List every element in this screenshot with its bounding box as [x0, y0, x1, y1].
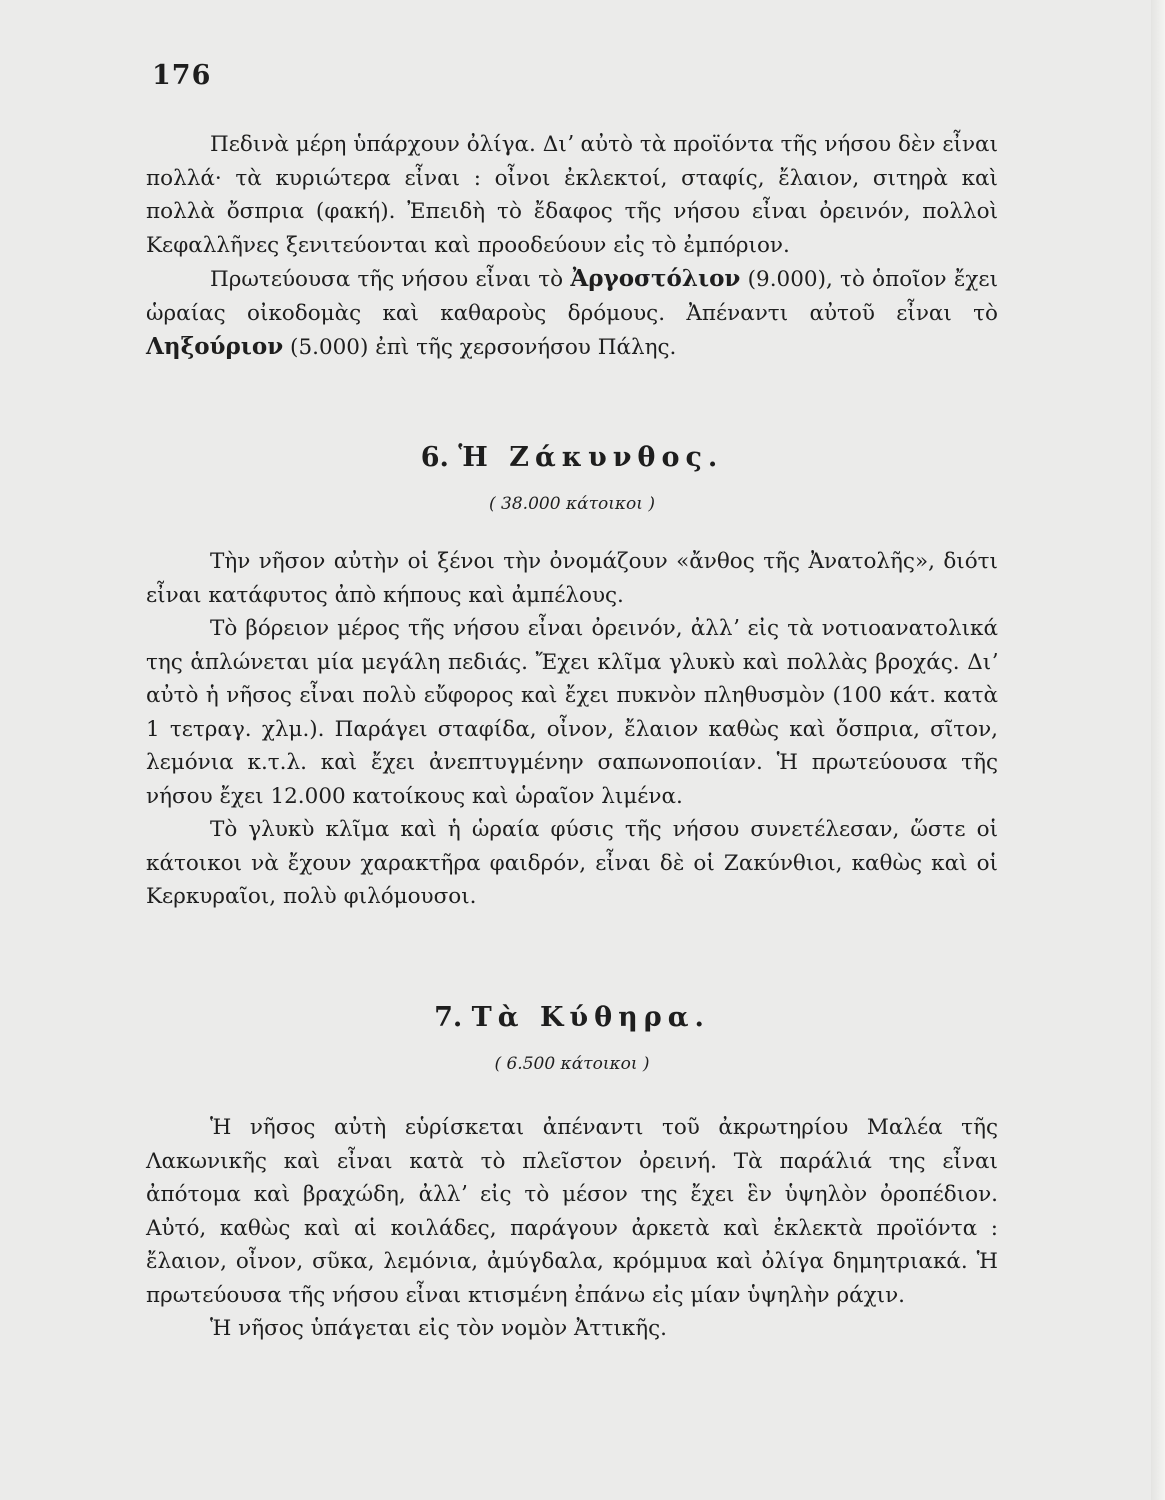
- place-name: Ληξούριον: [146, 333, 284, 360]
- paragraph: Τὸ βόρειον μέρος τῆς νήσου εἶναι ὀρεινόν, ἀλλʼ εἰς τὰ νοτιοανατολικά της ἁπλώνεται μία μεγάλη πεδιάς. Ἔχει κλῖμα γλυκὺ καὶ πολλὰς βροχάς. Διʼ αὐτὸ ἡ νῆσος εἶναι πολὺ εὔφορος καὶ ἔχει πυκνὸν πληθυσμὸν (100 κάτ. κατὰ 1 τετραγ. χλμ.). Παράγει σταφίδα, οἶνον, ἔλαιον καθὼς καὶ ὄσπρια, σῖτον, λεμόνια κ.τ.λ. καὶ ἔχει ἀνεπτυγμένην σαπωνοποιίαν. Ἡ πρωτεύουσα τῆς νήσου ἔχει 12.000 κατοίκους καὶ ὡραῖον λιμένα.: [146, 616, 998, 809]
- kythera-section-text: [146, 1111, 998, 1346]
- paragraph: Τὸ γλυκὺ κλῖμα καὶ ἡ ὡραία φύσις τῆς νήσου συνετέλεσαν, ὥστε οἱ κάτοικοι νὰ ἔχουν χαρακτῆρα φαιδρόν, εἶναι δὲ οἱ Ζακύνθιοι, καθὼς καὶ οἱ Κερκυραῖοι, πολὺ φιλόμουσοι.: [146, 817, 998, 909]
- page-edge: [1151, 0, 1165, 1500]
- population-note: ( 38.000 κάτοικοι ): [489, 494, 655, 514]
- paragraph-capital: [146, 262, 998, 365]
- section-number: 7.: [434, 1002, 463, 1033]
- text-run: (5.000) ἐπὶ τῆς χερσονήσου Πάλης.: [283, 335, 677, 360]
- paragraph: Πεδινὰ μέρη ὑπάρχουν ὀλίγα. Διʼ αὐτὸ τὰ προϊόντα τῆς νήσου δὲν εἶναι πολλά· τὰ κυριώτερα εἶναι : οἶνοι ἐκλεκτοί, σταφίς, ἔλαιον, σιτηρὰ καὶ πολλὰ ὄσπρια (φακή). Ἐπειδὴ τὸ ἔδαφος τῆς νήσου εἶναι ὀρεινόν, πολλοὶ Κεφαλλῆνες ξενιτεύονται καὶ προοδεύουν εἰς τὸ ἐμπόριον.: [146, 132, 998, 258]
- paragraph: Ἡ νῆσος ὑπάγεται εἰς τὸν νομὸν Ἀττικῆς.: [210, 1316, 667, 1341]
- zakynthos-section-text: [146, 545, 998, 914]
- paragraph: Ἡ νῆσος αὐτὴ εὑρίσκεται ἀπέναντι τοῦ ἀκρωτηρίου Μαλέα τῆς Λακωνικῆς καὶ εἶναι κατὰ τὸ πλεῖστον ὀρεινή. Τὰ παράλιά της εἶναι ἀπότομα καὶ βραχώδη, ἀλλʼ εἰς τὸ μέσον της ἔχει ἓν ὑψηλὸν ὀροπέδιον. Αὐτό, καθὼς καὶ αἱ κοιλάδες, παράγουν ἀρκετὰ καὶ ἐκλεκτὰ προϊόντα : ἔλαιον, οἶνον, σῦκα, λεμόνια, ἀμύγδαλα, κρόμμυα καὶ ὀλίγα δημητριακά. Ἡ πρωτεύουσα τῆς νήσου εἶναι κτισμένη ἐπάνω εἰς μίαν ὑψηλὴν ράχιν.: [146, 1115, 998, 1308]
- section-heading-kythera: [146, 1002, 998, 1033]
- section-title: Τὰ Κύθηρα.: [471, 1002, 710, 1033]
- text-run: (9.000), τὸ ὁποῖον ἔχει ὡραίας οἰκοδομὰς καὶ καθαροὺς δρόμους. Ἀπέναντι αὐτοῦ εἶναι τὸ: [146, 267, 998, 326]
- section-number: 6.: [420, 442, 449, 473]
- place-name: Ἀργοστόλιον: [570, 265, 741, 292]
- section-heading-zakynthos: [146, 442, 998, 473]
- page-number: 176: [152, 60, 212, 91]
- population-note: ( 6.500 κάτοικοι ): [494, 1054, 650, 1074]
- text-run: Πρωτεύουσα τῆς νήσου εἶναι τὸ: [210, 267, 571, 292]
- kefallinia-section-text: [146, 128, 998, 365]
- section-title: Ἡ Ζάκυνθος.: [458, 442, 724, 473]
- paragraph: Τὴν νῆσον αὐτὴν οἱ ξένοι τὴν ὀνομάζουν «ἄνθος τῆς Ἀνατολῆς», διότι εἶναι κατάφυτος ἀπὸ κήπους καὶ ἀμπέλους.: [146, 549, 998, 608]
